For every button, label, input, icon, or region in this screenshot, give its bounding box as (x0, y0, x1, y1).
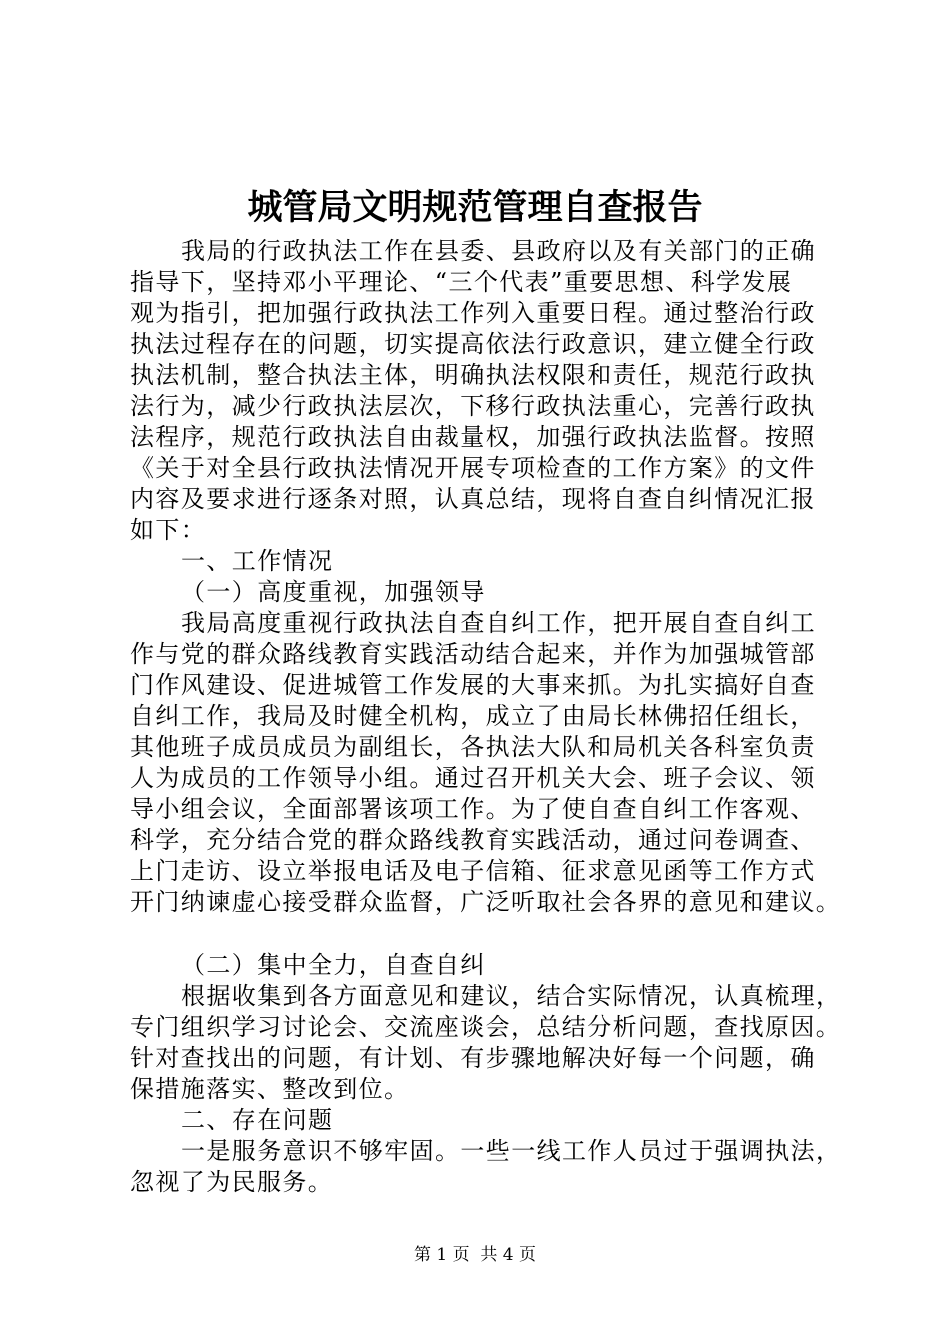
text-line: 门作风建设、促进城管工作发展的大事来抓。为扎实搞好自查 (130, 671, 816, 699)
text-line: 我局的行政执法工作在县委、县政府以及有关部门的正确 (181, 237, 816, 265)
text-line: 保措施落实、整改到位。 (130, 1075, 410, 1103)
text-line: 我局高度重视行政执法自查自纠工作，把开展自查自纠工 (181, 609, 816, 637)
text-line: 执法机制，整合执法主体，明确执法权限和责任，规范行政执 (130, 361, 816, 389)
document-body (130, 236, 850, 1198)
text-line: 《关于对全县行政执法情况开展专项检查的工作方案》的文件 (130, 454, 816, 482)
text-line: 一是服务意识不够牢固。一些一线工作人员过于强调执法， (181, 1137, 842, 1165)
text-line: 自纠工作，我局及时健全机构，成立了由局长林佛招任组长， (130, 702, 816, 730)
text-line: （一）高度重视，加强领导 (181, 578, 486, 606)
text-line: 其他班子成员成员为副组长，各执法大队和局机关各科室负责 (130, 733, 816, 761)
text-line: 内容及要求进行逐条对照，认真总结，现将自查自纠情况汇报 (130, 485, 816, 513)
text-line: 科学，充分结合党的群众路线教育实践活动，通过问卷调查、 (130, 826, 816, 854)
text-line: 法行为，减少行政执法层次，下移行政执法重心，完善行政执 (130, 392, 816, 420)
text-line: 根据收集到各方面意见和建议，结合实际情况，认真梳理， (181, 982, 842, 1010)
text-line: 执法过程存在的问题，切实提高依法行政意识，建立健全行政 (130, 330, 816, 358)
text-line: 上门走访、设立举报电话及电子信箱、征求意见函等工作方式 (130, 857, 816, 885)
text-line: 作与党的群众路线教育实践活动结合起来，并作为加强城管部 (130, 640, 816, 668)
text-line: 指导下，坚持邓小平理论、“三个代表”重要思想、科学发展 (130, 268, 793, 296)
text-line: （二）集中全力，自查自纠 (181, 951, 486, 979)
text-line: 如下： (130, 516, 207, 544)
page-footer: 第 1 页 共 4 页 (413, 1245, 537, 1265)
text-line: 人为成员的工作领导小组。通过召开机关大会、班子会议、领 (130, 764, 816, 792)
text-line: 二、存在问题 (181, 1106, 334, 1134)
text-line: 一、工作情况 (181, 547, 334, 575)
text-line: 专门组织学习讨论会、交流座谈会，总结分析问题，查找原因。 (130, 1013, 842, 1041)
document-title: 城管局文明规范管理自查报告 (247, 187, 703, 228)
text-line: 导小组会议，全面部署该项工作。为了使自查自纠工作客观、 (130, 795, 816, 823)
text-line: 观为指引，把加强行政执法工作列入重要日程。通过整治行政 (130, 299, 816, 327)
paragraph-spacer (130, 918, 850, 950)
text-line: 忽视了为民服务。 (130, 1168, 334, 1196)
text-line: 法程序，规范行政执法自由裁量权，加强行政执法监督。按照 (130, 423, 816, 451)
text-line: 开门纳谏虚心接受群众监督，广泛听取社会各界的意见和建议。 (130, 888, 842, 916)
text-line: 针对查找出的问题，有计划、有步骤地解决好每一个问题，确 (130, 1044, 816, 1072)
